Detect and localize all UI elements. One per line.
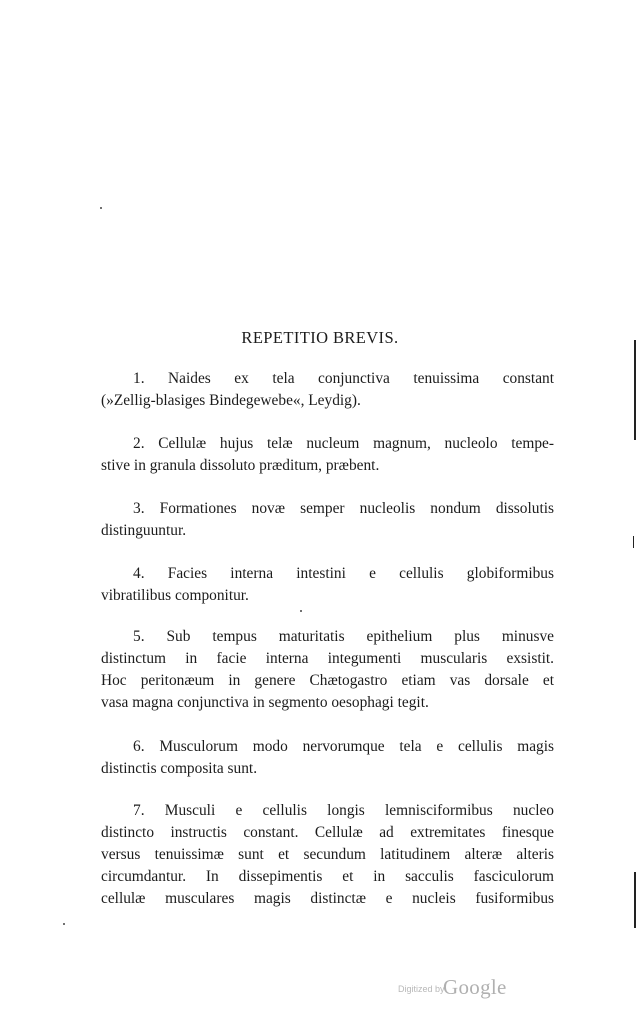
paragraph-line: versus tenuissimæ sunt et secundum latitudinem alteræ alteris	[101, 846, 554, 863]
google-watermark: Google	[443, 975, 507, 999]
paragraph-line: 7. Musculi e cellulis longis lemnisciformibus nucleo	[133, 802, 554, 819]
page-title: REPETITIO BREVIS.	[241, 328, 399, 347]
paragraph-3	[101, 498, 554, 542]
paragraph-6	[101, 736, 554, 780]
scan-speck	[300, 610, 302, 612]
paragraph-line: circumdantur. In dissepimentis et in sacculis fasciculorum	[101, 868, 554, 885]
paragraph-line: cellulæ musculares magis distinctæ e nucleis fusiformibus	[101, 890, 554, 907]
digitized-by-label: Digitized by	[398, 984, 445, 994]
paragraph-line: distinguuntur.	[101, 522, 187, 539]
paragraph-line: 5. Sub tempus maturitatis epithelium plus minusve	[133, 628, 554, 645]
scan-edge-mark	[634, 872, 636, 928]
scan-edge-mark	[633, 536, 634, 548]
paragraph-line: 6. Musculorum modo nervorumque tela e cellulis magis	[133, 738, 554, 755]
paragraph-line: 1. Naides ex tela conjunctiva tenuissima constant	[133, 370, 554, 387]
paragraph-5	[101, 626, 554, 714]
paragraph-line: 4. Facies interna intestini e cellulis globiformibus	[133, 565, 554, 582]
paragraph-line: distinctis composita sunt.	[101, 760, 258, 777]
paragraph-line: (»Zellig-blasiges Bindegewebe«, Leydig).	[101, 392, 361, 409]
paragraph-7	[101, 800, 554, 910]
paragraph-line: stive in granula dissoluto præditum, præbent.	[101, 457, 380, 474]
paragraph-line: 2. Cellulæ hujus telæ nucleum magnum, nucleolo tempe-	[133, 435, 554, 452]
paragraph-4	[101, 563, 554, 607]
paragraph-line: vasa magna conjunctiva in segmento oesophagi tegit.	[101, 694, 429, 711]
paragraph-2	[101, 433, 554, 477]
scan-speck	[63, 923, 65, 925]
paragraph-line: Hoc peritonæum in genere Chætogastro etiam vas dorsale et	[101, 672, 554, 689]
paragraph-line: distinctum in facie interna integumenti muscularis exsistit.	[101, 650, 554, 667]
scan-edge-mark	[634, 340, 636, 440]
scan-speck	[100, 207, 102, 209]
paragraph-line: distincto instructis constant. Cellulæ ad extremitates finesque	[101, 824, 554, 841]
paragraph-line: 3. Formationes novæ semper nucleolis nondum dissolutis	[133, 500, 554, 517]
paragraph-line: vibratilibus componitur.	[101, 587, 249, 604]
paragraph-1	[101, 368, 554, 412]
